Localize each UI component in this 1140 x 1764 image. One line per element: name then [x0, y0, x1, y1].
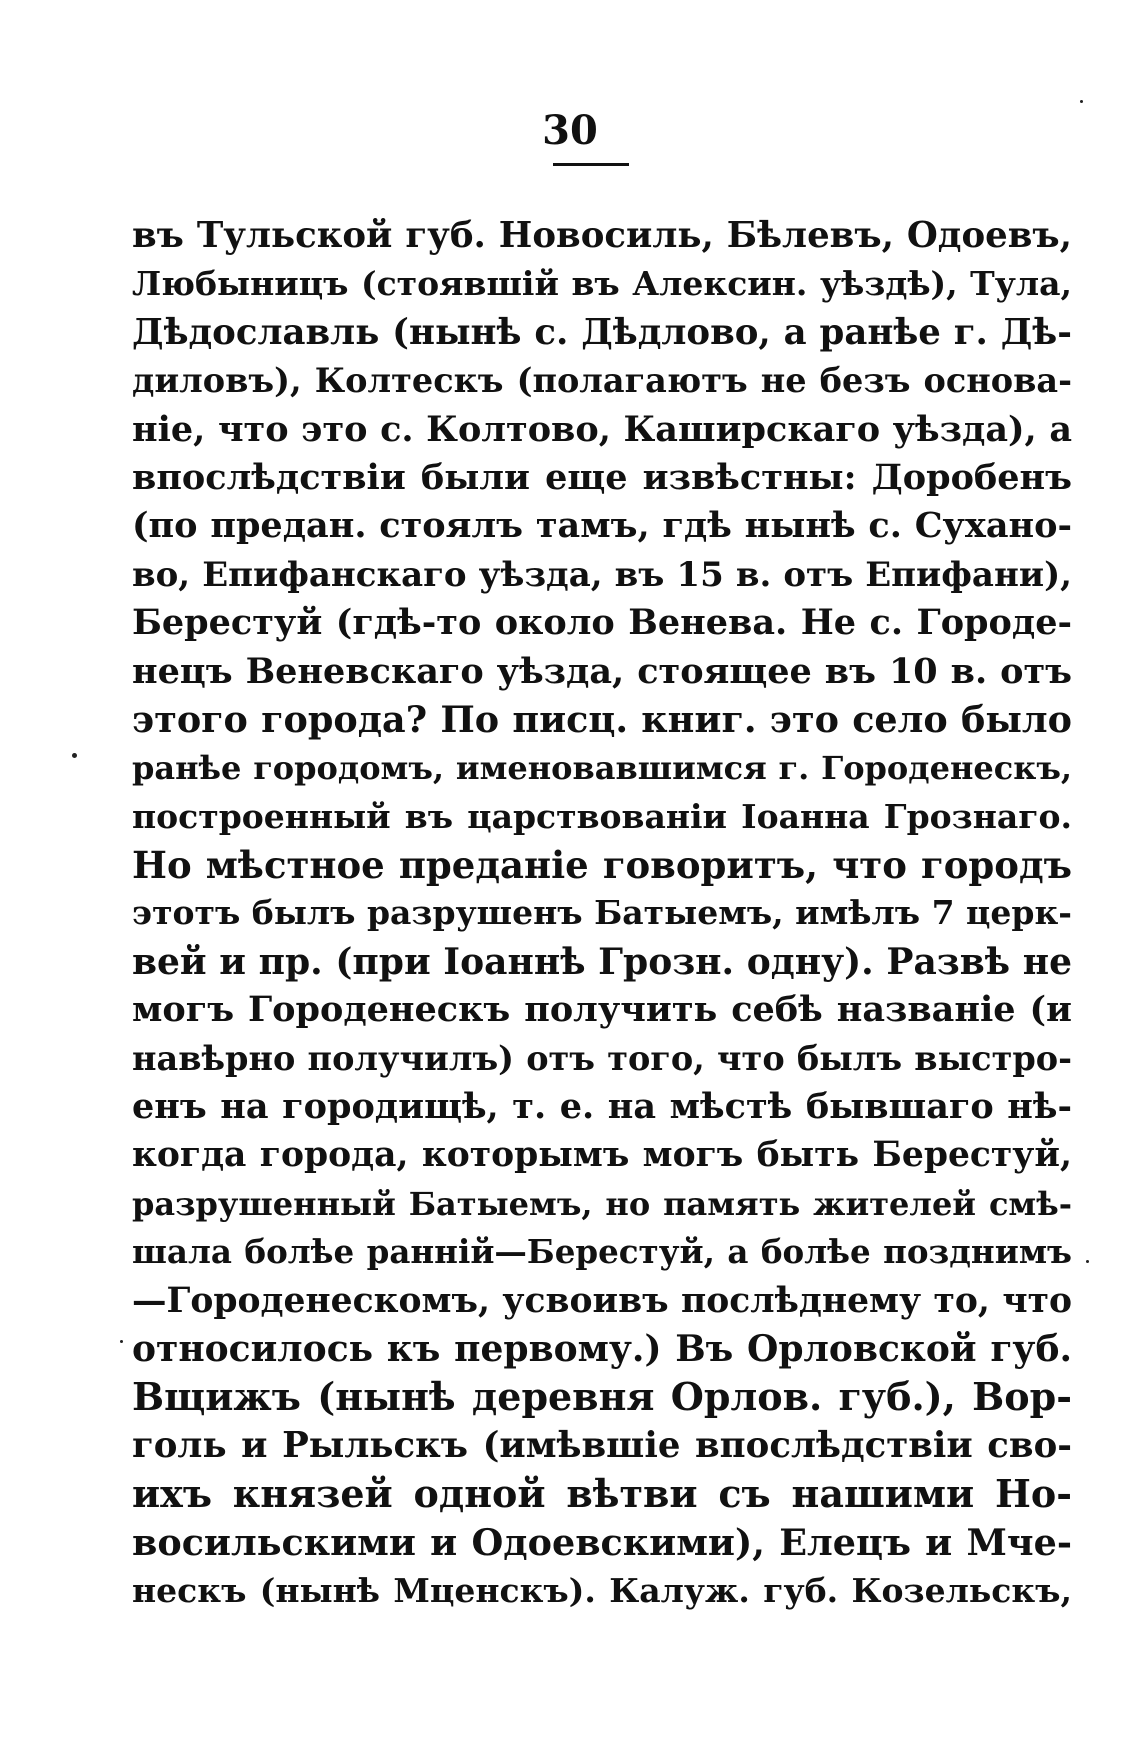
text-line: этотъ былъ разрушенъ Батыемъ, имѣлъ 7 церк-	[132, 893, 1072, 933]
text-line: во, Епифанскаго уѣзда, въ 15 в. отъ Епифани),	[132, 554, 1072, 595]
text-line: (по предан. стоялъ тамъ, гдѣ нынѣ с. Сухано-	[132, 505, 1072, 547]
text-line: могъ Городенескъ получить себѣ названіе (и	[132, 989, 1072, 1031]
body-text	[132, 212, 1072, 1615]
text-line: когда города, которымъ могъ быть Берестуй,	[132, 1135, 1072, 1176]
text-line: восильскими и Одоевскими), Елецъ и Мче-	[132, 1520, 1072, 1564]
text-line: навѣрно получилъ) отъ того, что былъ выстро-	[132, 1038, 1072, 1078]
page-number-rule	[553, 163, 629, 166]
text-line: енъ на городищѣ, т. е. на мѣстѣ бывшаго нѣ-	[132, 1086, 1072, 1128]
text-line: впослѣдствіи были еще извѣстны: Доробенъ	[132, 456, 1072, 498]
text-line: —Городенескомъ, усвоивъ послѣднему то, что	[132, 1280, 1072, 1321]
text-line: шала болѣе раннiй—Берестуй, а болѣе позднимъ	[132, 1232, 1072, 1272]
print-speck	[120, 1340, 123, 1343]
text-line: ранѣе городомъ, именовавшимся г. Городенескъ,	[132, 749, 1072, 788]
text-line: Вщижъ (нынѣ деревня Орлов. губ.), Вор-	[132, 1374, 1072, 1420]
text-line: ніе, что это с. Колтово, Каширскаго уѣзда), а	[132, 408, 1072, 450]
text-line: диловъ), Колтескъ (полагаютъ не безъ основа-	[132, 361, 1072, 401]
text-line: Любыницъ (стоявшій въ Алексин. уѣздѣ), Тула,	[132, 264, 1072, 304]
print-speck	[1080, 100, 1083, 103]
text-line: Но мѣстное преданіе говоритъ, что городъ	[132, 843, 1072, 888]
print-speck	[72, 753, 77, 758]
text-line: относилось къ первому.) Въ Орловской губ.	[132, 1327, 1072, 1370]
text-line: голь и Рыльскъ (имѣвшіе впослѣдствіи сво-	[132, 1424, 1072, 1466]
text-line: ихъ князей одной вѣтви съ нашими Но-	[132, 1471, 1072, 1517]
page-number: 30	[542, 107, 598, 154]
text-line: этого города? По писц. книг. это село было	[132, 697, 1072, 741]
text-line: построенный въ царствованіи Іоанна Грознаго.	[132, 796, 1072, 836]
print-speck	[1086, 1260, 1089, 1263]
text-line: нескъ (нынѣ Мценскъ). Калуж. губ. Козельскъ,	[132, 1570, 1072, 1610]
text-line: вей и пр. (при Іоаннѣ Грозн. одну). Развѣ не	[132, 940, 1072, 983]
text-line: нецъ Веневскаго уѣзда, стоящее въ 10 в. отъ	[132, 650, 1072, 692]
text-line: Дѣдославль (нынѣ с. Дѣдлово, а ранѣе г. Дѣ-	[132, 311, 1072, 353]
text-line: Берестуй (гдѣ-то около Венева. Не с. Городе-	[132, 602, 1072, 644]
text-line: разрушенный Батыемъ, но память жителей смѣ-	[132, 1184, 1072, 1223]
text-line: въ Тульской губ. Новосиль, Бѣлевъ, Одоевъ,	[132, 215, 1072, 256]
